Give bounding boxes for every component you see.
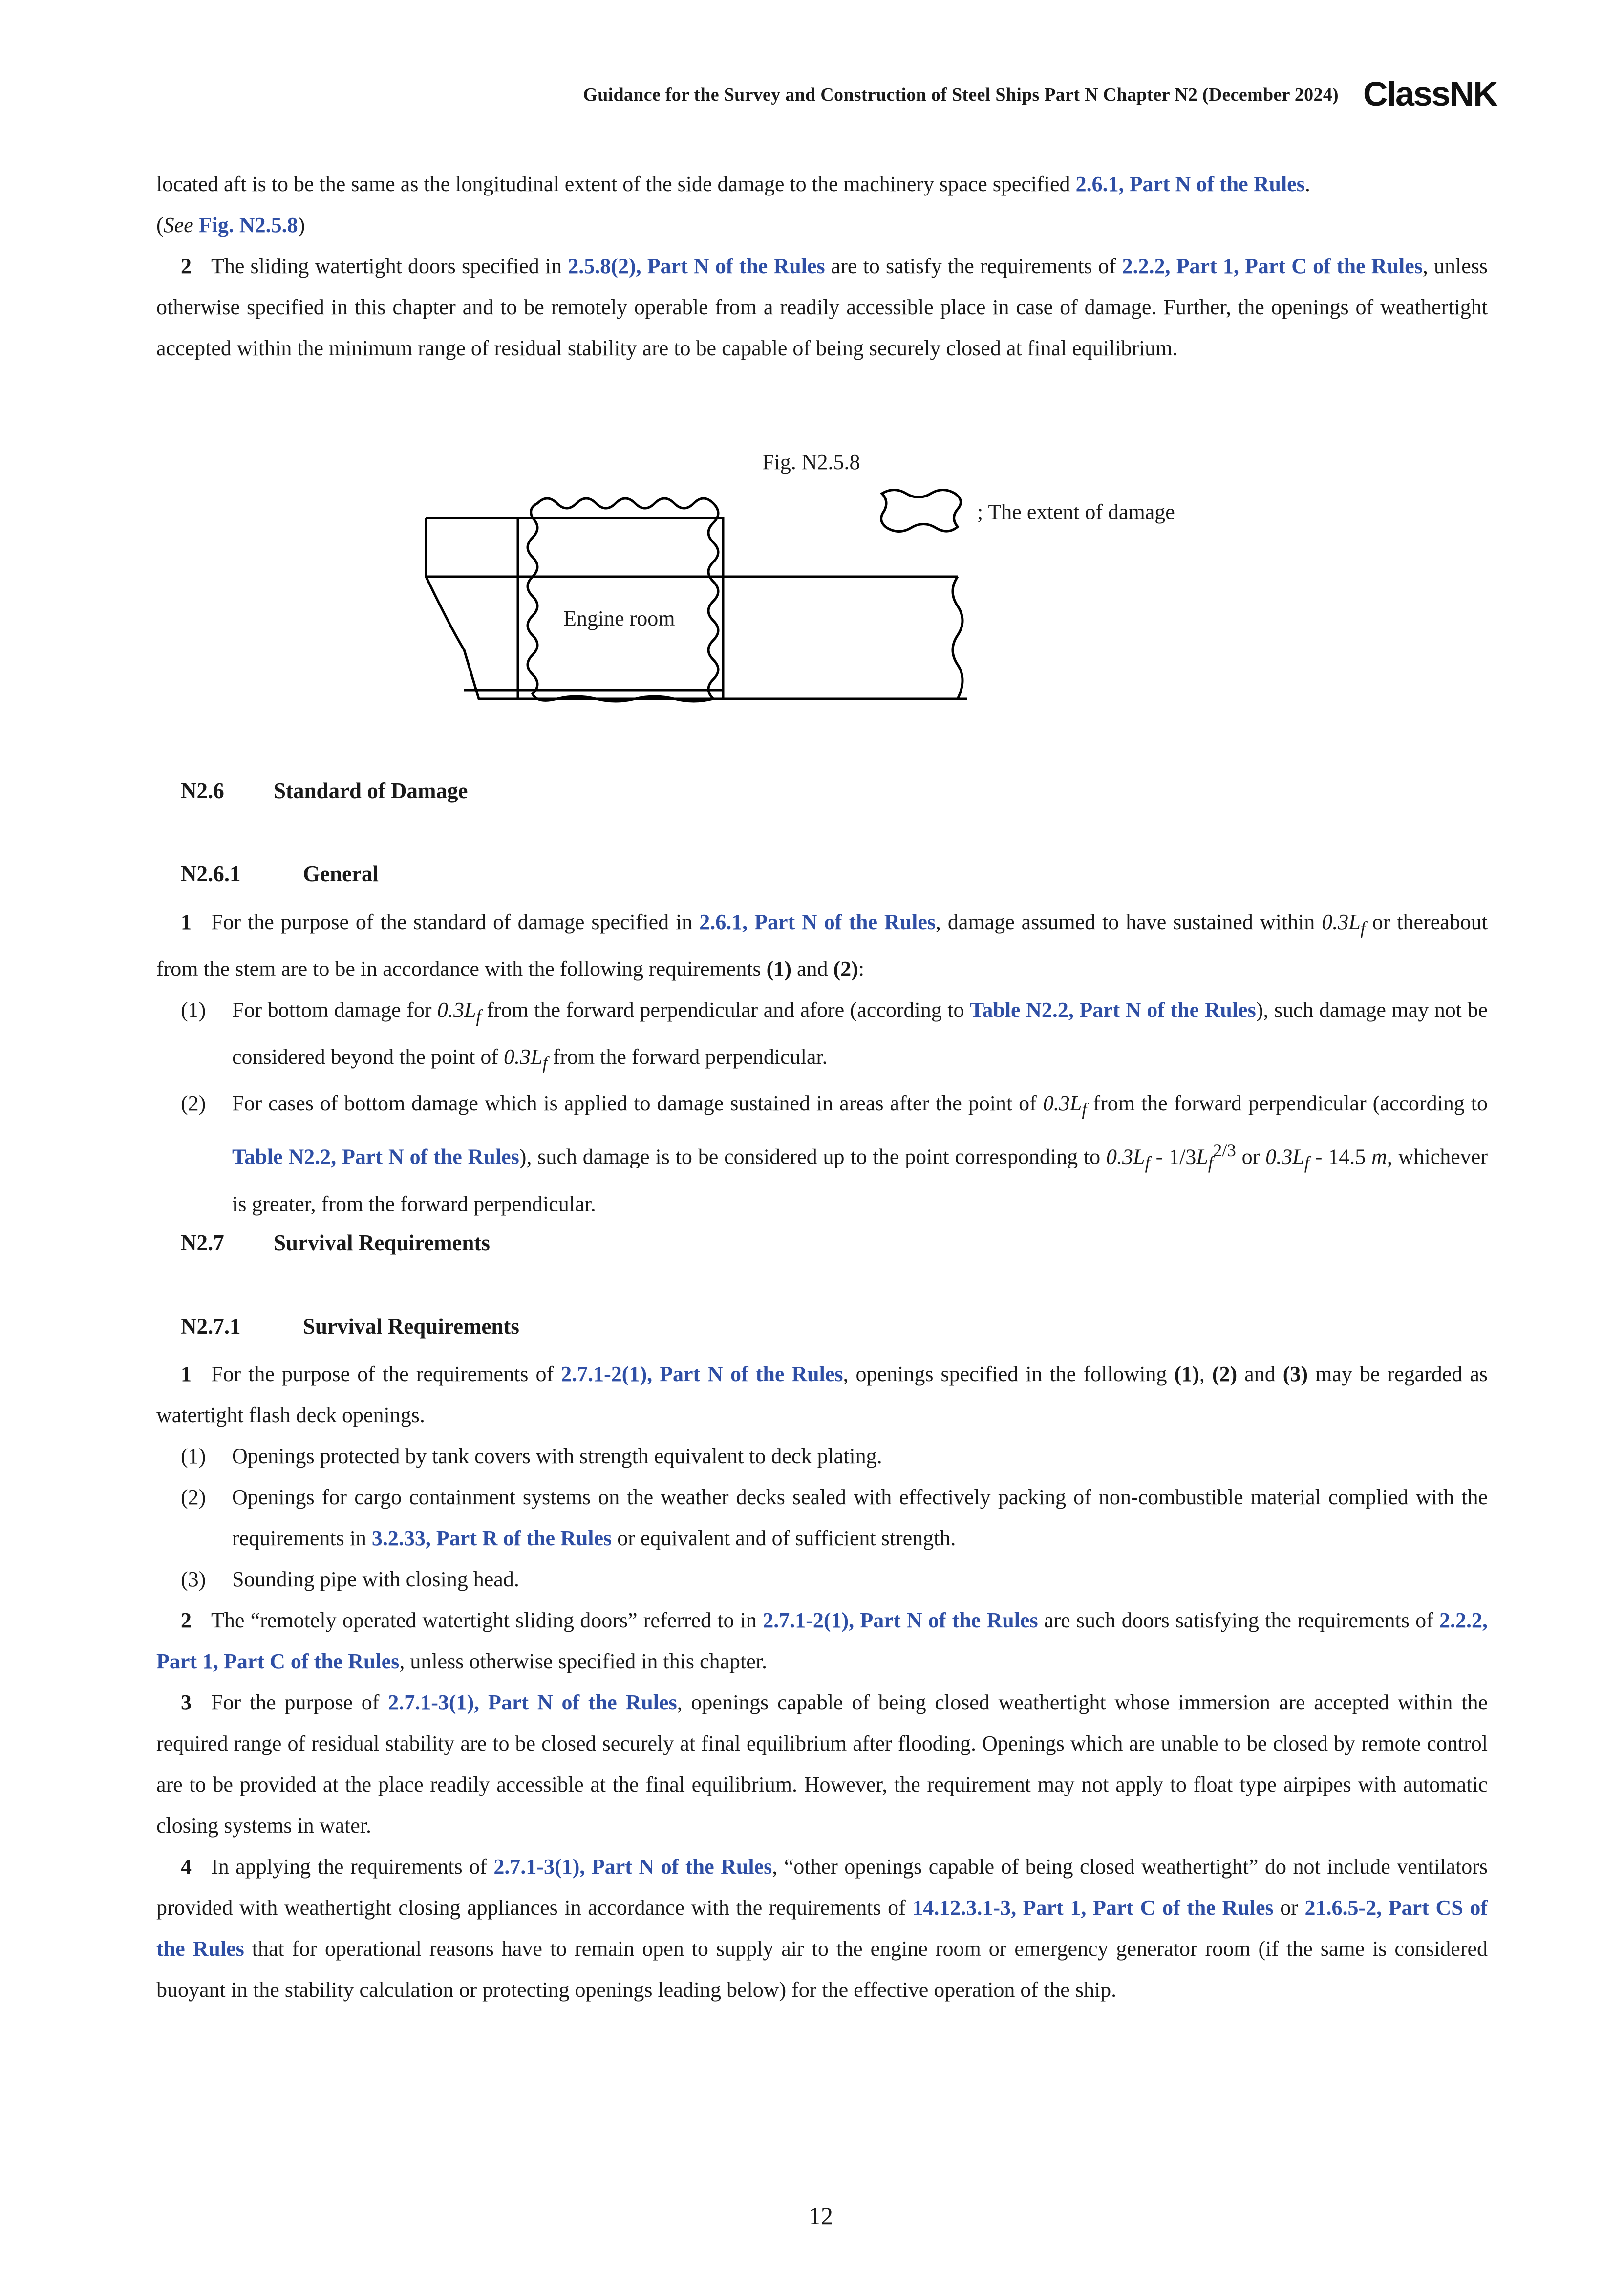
rule-link[interactable]: 2.7.1-2(1), Part N of the Rules xyxy=(763,1608,1038,1632)
rule-link[interactable]: 2.2.2, Part 1, Part C of the Rules xyxy=(156,1608,1488,1673)
rule-link[interactable]: 21.6.5-2, Part CS of the Rules xyxy=(156,1896,1488,1961)
rule-link[interactable]: 2.7.1-3(1), Part N of the Rules xyxy=(493,1855,772,1879)
list-item: (1) Openings protected by tank covers with strength equivalent to deck plating. xyxy=(181,1444,882,1468)
list-item: (3) Sounding pipe with closing head. xyxy=(181,1567,519,1591)
subsection-heading-n2-6-1: N2.6.1 General xyxy=(181,862,379,886)
intro-paragraph: located aft is to be the same as the longitudinal extent of the side damage to the machinery space specified 2.6.1, Part N of the Rules. xyxy=(156,172,1310,196)
n2-6-1-body xyxy=(156,902,1488,1225)
section-heading-n2-6: N2.6 Standard of Damage xyxy=(181,778,468,803)
rule-link[interactable]: 2.5.8(2), Part N of the Rules xyxy=(568,254,825,278)
paragraph-1: 1 For the purpose of the requirements of 2.7.1-2(1), Part N of the Rules, openings specified in the following (1), (2) and (3) may be regarded as watertight flash deck openings. xyxy=(156,1362,1488,1427)
list-item: (2) For cases of bottom damage which is applied to damage sustained in areas after the point of $0.3L_f$ from the forward perpendicular (according to Table N2.2, Part N of the Rules), such damage is to be considered up to the point corresponding to $0.3L_f - 1/3L_f^{2/3}$ or $0.3L_f - 14.5$ m, whichever is greater, from the forward perpendicular. xyxy=(181,1091,1488,1216)
damage-extent-outline xyxy=(528,498,718,701)
table-link[interactable]: Table N2.2, Part N of the Rules xyxy=(232,1145,519,1169)
running-header: Guidance for the Survey and Construction of Steel Ships Part N Chapter N2 (December 2024) xyxy=(583,85,1339,105)
n2-7-1-body xyxy=(156,1354,1488,2011)
paragraph-3: 3 For the purpose of 2.7.1-3(1), Part N of the Rules, openings capable of being closed weathertight whose immersion are accepted within the required range of residual stability are to be closed securely at final equilibrium after flooding. Openings which are unable to be closed by remote control are to be provided at the place readily accessible at the final equilibrium. However, the requirement may not apply to float type airpipes with automatic closing systems in water. xyxy=(156,1690,1488,1838)
rule-link[interactable]: 14.12.3.1-3, Part 1, Part C of the Rules xyxy=(912,1896,1274,1920)
figure-legend: ; The extent of damage xyxy=(977,500,1175,524)
section-heading-n2-7: N2.7 Survival Requirements xyxy=(181,1231,490,1255)
break-line xyxy=(953,577,962,699)
damage-extent-figure xyxy=(420,479,1016,723)
legend-damage-symbol xyxy=(881,490,961,532)
paragraph-4: 4 In applying the requirements of 2.7.1-3(1), Part N of the Rules, “other openings capable of being closed weathertight” do not include ventilators provided with weathertight closing appliances in accordance with the requirements of 14.12.3.1-3, Part 1, Part C of the Rules or 21.6.5-2, Part CS of the Rules that for operational reasons have to remain open to supply air to the engine room or emergency generator room (if the same is considered buoyant in the stability calculation or protecting openings leading below) for the effective operation of the ship. xyxy=(156,1855,1488,2002)
see-reference: (See Fig. N2.5.8) xyxy=(156,213,305,237)
rule-link[interactable]: 2.2.2, Part 1, Part C of the Rules xyxy=(1122,254,1423,278)
rule-link[interactable]: 2.6.1, Part N of the Rules xyxy=(1075,172,1305,196)
rule-link[interactable]: 3.2.33, Part R of the Rules xyxy=(371,1526,612,1550)
table-link[interactable]: Table N2.2, Part N of the Rules xyxy=(970,997,1256,1022)
paragraph-1: 1 For the purpose of the standard of damage specified in 2.6.1, Part N of the Rules, damage assumed to have sustained within $0.3L_f$ or thereabout from the stem are to be in accordance with the following requirements (1) and (2): xyxy=(156,910,1488,981)
rule-link[interactable]: 2.7.1-3(1), Part N of the Rules xyxy=(388,1690,677,1714)
figure-caption: Fig. N2.5.8 xyxy=(762,450,860,474)
rule-link[interactable]: 2.7.1-2(1), Part N of the Rules xyxy=(561,1362,843,1386)
figure-link[interactable]: Fig. N2.5.8 xyxy=(198,213,298,237)
list-item: (1) For bottom damage for $0.3L_f$ from the forward perpendicular and afore (according to Table N2.2, Part N of the Rules), such damage may not be considered beyond the point of $0.3L_f$ from the forward perpendicular. xyxy=(181,997,1488,1073)
paragraph-2: 2 The “remotely operated watertight sliding doors” referred to in 2.7.1-2(1), Part N of the Rules are such doors satisfying the requirements of 2.2.2, Part 1, Part C of the Rules, unless otherwise specified in this chapter. xyxy=(156,1608,1488,1673)
intro-block xyxy=(156,164,1488,369)
rule-link[interactable]: 2.6.1, Part N of the Rules xyxy=(699,910,936,934)
intro-paragraph-2: 2 The sliding watertight doors specified in 2.5.8(2), Part N of the Rules are to satisfy the requirements of 2.2.2, Part 1, Part C of the Rules, unless otherwise specified in this chapter and to be remotely operable from a readily accessible place in case of damage. Further, the openings of weathertight accepted within the minimum range of residual stability are to be capable of being securely closed at final equilibrium. xyxy=(156,254,1488,360)
hull-outline xyxy=(426,518,967,699)
engine-room-label: Engine room xyxy=(559,606,679,631)
classnk-logo: ClassNK xyxy=(1363,75,1497,113)
page-number: 12 xyxy=(809,2202,833,2229)
list-item: (2) Openings for cargo containment systems on the weather decks sealed with effectively packing of non-combustible material complied with the requirements in 3.2.33, Part R of the Rules or equivalent and of sufficient strength. xyxy=(181,1485,1488,1550)
subsection-heading-n2-7-1: N2.7.1 Survival Requirements xyxy=(181,1314,519,1339)
